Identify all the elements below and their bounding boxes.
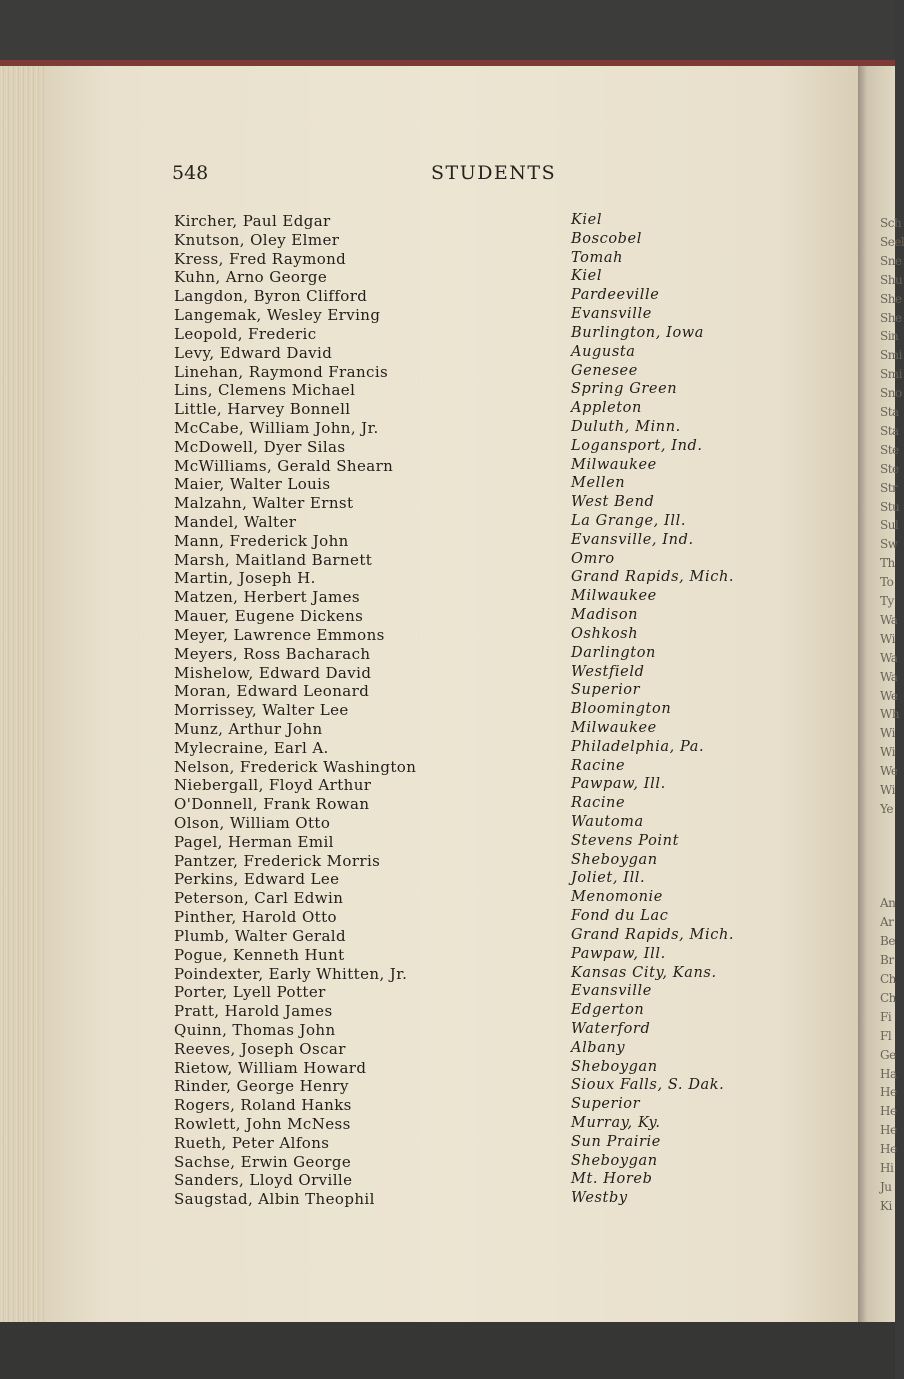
student-name: Kress, Fred Raymond [174,249,347,268]
student-list [174,212,774,1209]
student-name: Peterson, Carl Edwin [174,889,344,908]
student-name: Pantzer, Frederick Morris [174,851,381,870]
student-hometown: Grand Rapids, Mich. [571,569,735,586]
next-page-fragment: Ty [880,594,894,608]
student-name: Moran, Edward Leonard [174,682,370,701]
student-hometown: Pawpaw, Ill. [571,776,666,793]
list-item [174,1134,774,1153]
list-item [174,607,774,626]
student-name: O'Donnell, Frank Rowan [174,795,370,814]
next-page-fragment: Sch [880,216,902,230]
student-name: Pratt, Harold James [174,1002,333,1021]
list-item [174,833,774,852]
student-name: Marsh, Maitland Barnett [174,550,373,569]
student-name: Malzahn, Walter Ernst [174,494,354,513]
student-hometown: Evansville [571,983,652,1000]
student-name: Saugstad, Albin Theophil [174,1190,375,1209]
student-name: Rogers, Roland Hanks [174,1096,352,1115]
list-item [174,1059,774,1078]
next-page-fragment: Smi [880,367,902,382]
student-name: Mauer, Eugene Dickens [174,607,364,626]
list-item [174,381,774,400]
list-item [174,927,774,946]
list-item [174,1096,774,1115]
student-name: Pogue, Kenneth Hunt [174,945,345,964]
student-hometown: Westfield [571,663,645,680]
list-item [174,438,774,457]
list-item [174,1153,774,1172]
list-item [174,268,774,287]
student-name: Sanders, Lloyd Orville [174,1171,353,1190]
next-page-fragment: He [880,1142,897,1157]
student-name: Leopold, Frederic [174,324,317,343]
student-name: Mandel, Walter [174,513,297,531]
student-name: Matzen, Herbert James [174,588,361,607]
list-item [174,250,774,269]
student-name: Langdon, Byron Clifford [174,287,368,306]
student-hometown: Spring Green [571,381,678,398]
next-page-fragment: We [880,764,898,779]
page-number: 548 [172,162,209,184]
list-item [174,344,774,363]
student-hometown: Boscobel [571,230,642,247]
student-name: Pagel, Herman Emil [174,832,334,851]
student-hometown: Mt. Horeb [571,1171,653,1188]
student-name: Meyer, Lawrence Emmons [174,625,385,644]
list-item [174,870,774,889]
student-hometown: Joliet, Ill. [571,870,646,887]
next-page-fragment: To [880,575,894,590]
student-name: Rinder, George Henry [174,1077,349,1096]
student-name: Reeves, Joseph Oscar [174,1039,346,1058]
list-item [174,908,774,927]
student-hometown: Westby [571,1190,628,1207]
student-name: Kuhn, Arno George [174,268,328,287]
list-item [174,1115,774,1134]
list-item [174,776,774,795]
list-item [174,701,774,720]
student-hometown: Logansport, Ind. [571,437,703,454]
next-page-fragment: Smi [880,348,902,363]
student-name: Sachse, Erwin George [174,1152,352,1171]
student-name: Little, Harvey Bonnell [174,400,351,419]
student-hometown: Albany [571,1039,626,1056]
student-hometown: Superior [571,1096,641,1113]
next-page-edge [858,66,904,1322]
next-page-fragment: Hi [880,1161,894,1175]
running-head: STUDENTS [431,162,557,184]
student-hometown: Grand Rapids, Mich. [571,926,735,943]
list-item [174,739,774,758]
student-hometown: Augusta [571,343,636,360]
list-item [174,852,774,871]
list-item [174,475,774,494]
next-page-fragment: Ki [880,1198,892,1213]
next-page-fragment: She [880,291,902,306]
student-hometown: Kiel [571,212,603,228]
next-page-fragment: We [880,688,898,703]
next-page-fragment: Sta [880,405,899,419]
list-item [174,1002,774,1021]
next-page-fragment: Ch [880,990,896,1005]
next-page-fragment: She [880,310,902,325]
next-page-fragment: Br [880,953,894,968]
student-hometown: Racine [571,795,626,812]
next-page-fragment: Stu [880,499,900,514]
list-item [174,287,774,306]
student-hometown: Superior [571,682,641,699]
student-name: Niebergall, Floyd Arthur [174,776,372,795]
list-item [174,1021,774,1040]
student-hometown: La Grange, Ill. [571,513,687,529]
student-hometown: Omro [571,550,615,567]
list-item [174,965,774,984]
student-hometown: Murray, Ky. [571,1115,661,1131]
list-item [174,231,774,250]
next-page-fragment: Sul [880,518,899,533]
student-name: Porter, Lyell Potter [174,983,326,1002]
list-item [174,983,774,1002]
student-hometown: West Bend [571,494,655,511]
list-item [174,569,774,588]
list-item [174,720,774,739]
next-page-fragment: Wa [880,669,898,684]
next-page-fragment: Wa [880,650,898,665]
student-hometown: Sioux Falls, S. Dak. [571,1077,725,1094]
next-page-fragment: Ju [880,1179,892,1194]
next-page-fragment: Sw [880,537,898,552]
student-name: Nelson, Frederick Washington [174,757,417,776]
next-page-fragment: Th [880,556,895,571]
student-name: Olson, William Otto [174,814,331,832]
list-item [174,457,774,476]
student-name: Mann, Frederick John [174,531,349,550]
next-page-fragment: He [880,1123,897,1138]
list-item [174,212,774,231]
list-item [174,758,774,777]
student-hometown: Kiel [571,268,603,285]
list-item [174,513,774,532]
list-item [174,814,774,833]
student-name: McDowell, Dyer Silas [174,437,346,456]
student-name: Mylecraine, Earl A. [174,738,329,757]
next-page-fragment: Ye [880,801,893,816]
student-name: Maier, Walter Louis [174,475,331,494]
student-hometown: Kansas City, Kans. [571,964,717,981]
student-hometown: Genesee [571,362,638,379]
next-page-fragment: An [880,896,896,911]
student-hometown: Stevens Point [571,832,680,849]
list-item [174,682,774,701]
student-hometown: Duluth, Minn. [571,418,681,435]
list-item [174,551,774,570]
student-hometown: Evansville [571,306,652,323]
next-page-fragment: Wh [880,707,900,722]
next-page-fragment: Ar [880,915,894,930]
student-hometown: Sun Prairie [571,1133,661,1150]
student-hometown: Madison [571,607,639,624]
next-page-fragment: Seel [880,234,904,249]
list-item [174,306,774,325]
list-item [174,626,774,645]
student-name: Rueth, Peter Alfons [174,1133,330,1152]
student-hometown: Pawpaw, Ill. [571,945,666,962]
list-item [174,889,774,908]
student-hometown: Wautoma [571,814,644,830]
next-page-fragment: He [880,1085,897,1100]
list-item [174,588,774,607]
student-name: Levy, Edward David [174,343,333,362]
next-page-fragment: Wi [880,726,895,741]
next-page-fragment: Fi [880,1009,892,1024]
student-name: Quinn, Thomas John [174,1020,336,1039]
student-hometown: Waterford [571,1020,651,1037]
student-name: Mishelow, Edward David [174,663,372,682]
next-page-fragment: Sta [880,423,899,438]
student-hometown: Milwaukee [571,719,657,736]
student-hometown: Mellen [571,475,626,492]
list-item [174,532,774,551]
list-item [174,1040,774,1059]
student-hometown: Evansville, Ind. [571,531,694,548]
student-hometown: Sheboygan [571,851,658,868]
student-hometown: Oshkosh [571,625,639,642]
student-hometown: Sheboygan [571,1152,658,1169]
next-page-fragment: Shu [880,272,903,287]
student-name: Linehan, Raymond Francis [174,362,389,381]
student-name: McCabe, William John, Jr. [174,418,379,437]
student-name: Plumb, Walter Gerald [174,926,346,945]
next-page-fragment: Wi [880,783,895,797]
next-page-fragment: Wa [880,612,898,627]
list-item [174,1077,774,1096]
next-page-fragment: Ste [880,461,899,476]
student-name: Knutson, Oley Elmer [174,230,340,249]
student-name: Poindexter, Early Whitten, Jr. [174,964,408,983]
list-item [174,400,774,419]
student-name: Martin, Joseph H. [174,569,316,588]
student-name: McWilliams, Gerald Shearn [174,456,394,475]
student-name: Morrissey, Walter Lee [174,701,349,720]
student-hometown: Bloomington [571,701,672,718]
next-page-fragment: Wi [880,745,895,760]
student-name: Munz, Arthur John [174,719,323,738]
list-item [174,645,774,664]
student-name: Perkins, Edward Lee [174,870,340,889]
student-name: Lins, Clemens Michael [174,381,356,400]
list-item [174,664,774,683]
next-page-fragment: Ha [880,1066,897,1081]
student-hometown: Milwaukee [571,588,657,605]
background-bottom [0,1322,895,1379]
next-page-fragment: Sno [880,386,902,401]
student-hometown: Sheboygan [571,1058,658,1075]
student-name: Rowlett, John McNess [174,1115,351,1133]
next-page-fragment: Sne [880,253,902,268]
student-hometown: Fond du Lac [571,908,669,925]
list-item [174,419,774,438]
student-hometown: Edgerton [571,1002,645,1019]
next-page-fragment: Wi [880,631,895,646]
student-hometown: Racine [571,757,626,774]
list-item [174,363,774,382]
list-item [174,325,774,344]
next-page-fragment: He [880,1104,897,1119]
background-top [0,0,895,64]
list-item [174,1190,774,1209]
next-page-fragment: Str [880,480,898,495]
next-page-fragment: Be [880,934,895,949]
student-hometown: Milwaukee [571,456,657,473]
student-name: Rietow, William Howard [174,1058,367,1077]
list-item [174,946,774,965]
student-name: Kircher, Paul Edgar [174,212,331,230]
student-hometown: Pardeeville [571,287,660,304]
student-hometown: Darlington [571,644,656,661]
next-page-fragment: Ge [880,1047,896,1062]
list-item [174,1171,774,1190]
next-page-fragment: Sin [880,329,899,344]
student-name: Pinther, Harold Otto [174,908,337,927]
student-hometown: Philadelphia, Pa. [571,738,705,755]
student-hometown: Menomonie [571,889,663,906]
student-name: Langemak, Wesley Erving [174,306,381,325]
student-hometown: Appleton [571,400,642,417]
next-page-fragment: Fl [880,1028,892,1043]
student-name: Meyers, Ross Bacharach [174,644,371,663]
list-item [174,795,774,814]
list-item [174,494,774,513]
student-hometown: Burlington, Iowa [571,324,705,341]
student-hometown: Tomah [571,249,624,266]
next-page-fragment: Ste [880,442,899,457]
next-page-fragment: Ch [880,972,896,986]
